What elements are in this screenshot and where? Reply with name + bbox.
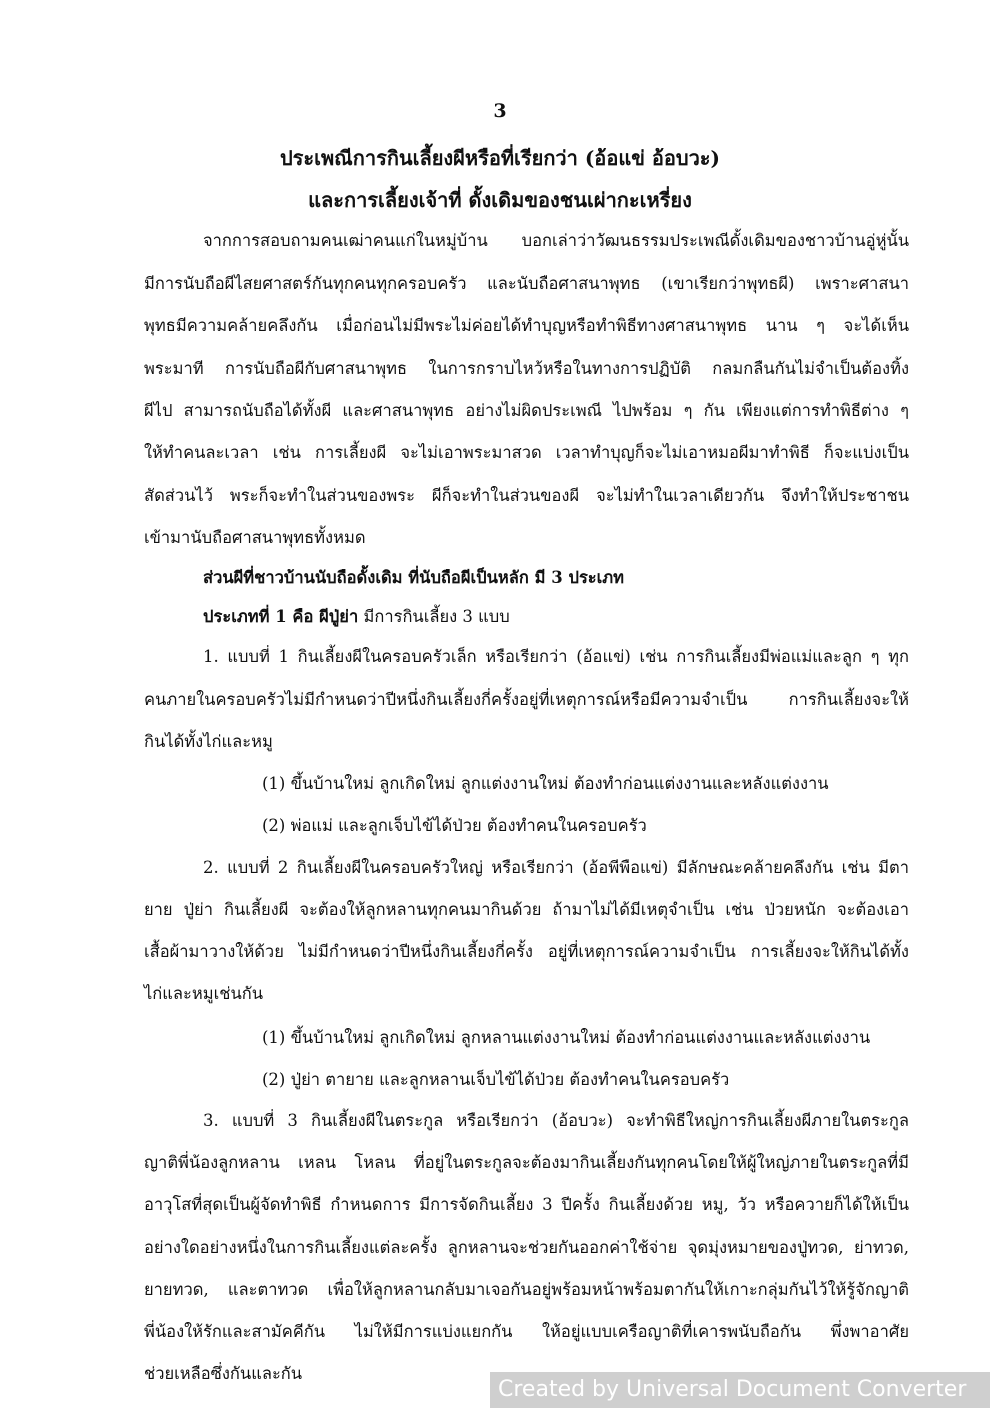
paragraph-line: อาวุโสที่สุดเป็นผู้จัดทำพิธี กำหนดการ มีการจัดกินเลี้ยง 3 ปีครั้ง กินเลี้ยงด้วย หมู, วัว หรือควายก็ได้ให้เป็น xyxy=(144,1195,909,1214)
paragraph-line: พระมาที การนับถือผีกับศาสนาพุทธ ในการกราบไหว้หรือในทางการปฏิบัติ กลมกลืนกันไม่จำเป็นต้องทิ้ง xyxy=(144,359,909,378)
paragraph-line: ญาติพี่น้องลูกหลาน เหลน โหลน ที่อยู่ในตระกูลจะต้องมากินเลี้ยงกันทุกคนโดยให้ผู้ใหญ่ภายในตระกูลที่มี xyxy=(144,1153,909,1172)
paragraph-line: สัดส่วนไว้ พระก็จะทำในส่วนของพระ ผีก็จะทำในส่วนของผี จะไม่ทำในเวลาเดียวกัน จึงทำให้ประชาชน xyxy=(144,486,909,505)
paragraph-line: มีการนับถือผีไสยศาสตร์กันทุกคนทุกครอบครัว และนับถือศาสนาพุทธ (เขาเรียกว่าพุทธผี) เพราะศาสนา xyxy=(144,274,909,293)
list-item: (2) ปู่ย่า ตายาย และลูกหลานเจ็บไข้ได้ป่วย ต้องทำคนในครอบครัว xyxy=(262,1070,730,1089)
document-title-line-1: ประเพณีการกินเลี้ยงผีหรือที่เรียกว่า (อ้อแข่ อ้อบวะ) xyxy=(279,146,721,170)
paragraph-line: ไก่และหมูเช่นกัน xyxy=(144,984,264,1003)
paragraph-line: กินได้ทั้งไก่และหมู xyxy=(144,732,273,751)
paragraph-line: ผีไป สามารถนับถือได้ทั้งผี และศาสนาพุทธ อย่างไม่ผิดประเพณี ไปพร้อม ๆ กัน เพียงแต่การทำพิธีต่าง ๆ xyxy=(144,401,909,420)
paragraph-line: ช่วยเหลือซึ่งกันและกัน xyxy=(144,1364,303,1383)
list-item: (1) ขึ้นบ้านใหม่ ลูกเกิดใหม่ ลูกหลานแต่งงานใหม่ ต้องทำก่อนแต่งงานและหลังแต่งงาน xyxy=(262,1028,871,1047)
converter-watermark: Created by Universal Document Converter xyxy=(490,1372,990,1408)
paragraph-line: คนภายในครอบครัวไม่มีกำหนดว่าปีหนึ่งกินเลี้ยงกี่ครั้งอยู่ที่เหตุการณ์หรือมีความจำเป็น การกินเลี้ยงจะให้ xyxy=(144,690,909,709)
document-title-line-2: และการเลี้ยงเจ้าที่ ดั้งเดิมของชนเผ่ากะเหรี่ยง xyxy=(308,188,692,212)
paragraph-line: จากการสอบถามคนเฒ่าคนแก่ในหมู่บ้าน บอกเล่าว่าวัฒนธรรมประเพณีดั้งเดิมของชาวบ้านอู่หู่นั้น xyxy=(203,231,909,250)
paragraph-line: 1. แบบที่ 1 กินเลี้ยงผีในครอบครัวเล็ก หรือเรียกว่า (อ้อแข่) เช่น การกินเลี้ยงมีพ่อแม่และลูก ๆ ทุก xyxy=(203,647,909,666)
list-item: (1) ขึ้นบ้านใหม่ ลูกเกิดใหม่ ลูกแต่งงานใหม่ ต้องทำก่อนแต่งงานและหลังแต่งงาน xyxy=(262,774,829,793)
category-label: ประเภทที่ 1 คือ ผีปู่ย่า xyxy=(203,607,359,626)
paragraph-line: ให้ทำคนละเวลา เช่น การเลี้ยงผี จะไม่เอาพระมาสวด เวลาทำบุญก็จะไม่เอาหมอผีมาทำพิธี ก็จะแบ่งเป็น xyxy=(144,443,909,462)
paragraph-line: เข้ามานับถือศาสนาพุทธทั้งหมด xyxy=(144,528,366,547)
paragraph-line: พี่น้องให้รักและสามัคคีกัน ไม่ให้มีการแบ่งแยกกัน ให้อยู่แบบเครือญาติที่เคารพนับถือกัน พึ่งพาอาศัย xyxy=(144,1322,909,1341)
paragraph-line: อย่างใดอย่างหนึ่งในการกินเลี้ยงแต่ละครั้ง ลูกหลานจะช่วยกันออกค่าใช้จ่าย จุดมุ่งหมายของปู่ทวด, ย่าทวด, xyxy=(144,1238,909,1257)
list-item: (2) พ่อแม่ และลูกเจ็บไข้ได้ป่วย ต้องทำคนในครอบครัว xyxy=(262,816,647,835)
subsection-heading xyxy=(203,605,968,629)
paragraph-line: ยายทวด, และตาทวด เพื่อให้ลูกหลานกลับมาเจอกันอยู่พร้อมหน้าพร้อมตากันให้เกาะกลุ่มกันไว้ให้รู้จักญาติ xyxy=(144,1280,909,1299)
page-number: 3 xyxy=(493,100,507,122)
category-description: มีการกินเลี้ยง 3 แบบ xyxy=(358,607,510,626)
section-heading: ส่วนผีที่ชาวบ้านนับถือดั้งเดิม ที่นับถือผีเป็นหลัก มี 3 ประเภท xyxy=(203,568,625,587)
paragraph-line: 3. แบบที่ 3 กินเลี้ยงผีในตระกูล หรือเรียกว่า (อ้อบวะ) จะทำพิธีใหญ่การกินเลี้ยงผีภายในตระกูล xyxy=(203,1111,909,1130)
paragraph-line: เสื้อผ้ามาวางให้ด้วย ไม่มีกำหนดว่าปีหนึ่งกินเลี้ยงกี่ครั้ง อยู่ที่เหตุการณ์ความจำเป็น การเลี้ยงจะให้กินได้ทั้ง xyxy=(144,942,909,961)
paragraph-line: ยาย ปู่ย่า กินเลี้ยงผี จะต้องให้ลูกหลานทุกคนมากินด้วย ถ้ามาไม่ได้มีเหตุจำเป็น เช่น ป่วยหนัก จะต้องเอา xyxy=(144,900,909,919)
paragraph-line: พุทธมีความคล้ายคลึงกัน เมื่อก่อนไม่มีพระไม่ค่อยได้ทำบุญหรือทำพิธีทางศาสนาพุทธ นาน ๆ จะได้เห็น xyxy=(144,316,909,335)
paragraph-line: 2. แบบที่ 2 กินเลี้ยงผีในครอบครัวใหญ่ หรือเรียกว่า (อ้อพีพือแข่) มีลักษณะคล้ายคลึงกัน เช่น มีตา xyxy=(203,858,909,877)
